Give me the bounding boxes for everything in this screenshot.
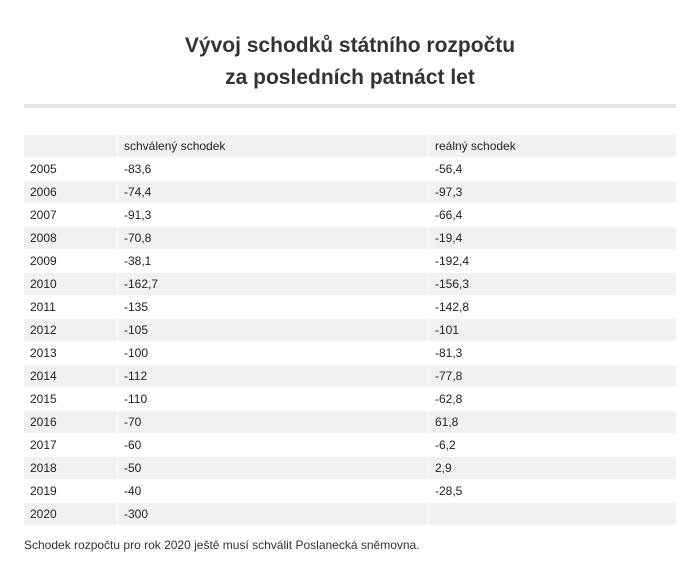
cell-year: 2005 [24,158,117,181]
cell-year: 2009 [24,250,117,273]
cell-year: 2012 [24,319,117,342]
cell-year: 2013 [24,342,117,365]
cell-approved-deficit: -112 [117,365,428,388]
table-row [24,503,676,526]
table-row [24,342,676,365]
cell-year: 2020 [24,503,117,526]
table-row [24,227,676,250]
cell-approved-deficit: -110 [117,388,428,411]
footnote: Schodek rozpočtu pro rok 2020 ještě musí schválit Poslanecká sněmovna. [24,538,420,552]
cell-approved-deficit: -50 [117,457,428,480]
title-divider [24,104,676,108]
cell-approved-deficit: -135 [117,296,428,319]
cell-approved-deficit: -74,4 [117,181,428,204]
cell-approved-deficit: -70,8 [117,227,428,250]
cell-year: 2017 [24,434,117,457]
cell-real-deficit: -6,2 [428,434,676,457]
table-row [24,480,676,503]
table-row [24,181,676,204]
cell-real-deficit: -56,4 [428,158,676,181]
cell-real-deficit: -156,3 [428,273,676,296]
cell-approved-deficit: -162,7 [117,273,428,296]
cell-approved-deficit: -100 [117,342,428,365]
cell-approved-deficit: -40 [117,480,428,503]
cell-year: 2008 [24,227,117,250]
cell-real-deficit: 61,8 [428,411,676,434]
cell-real-deficit [428,503,676,526]
cell-year: 2007 [24,204,117,227]
cell-real-deficit: -62,8 [428,388,676,411]
table-row [24,457,676,480]
table-row [24,411,676,434]
cell-year: 2014 [24,365,117,388]
cell-real-deficit: -97,3 [428,181,676,204]
title-line-1: Vývoj schodků státního rozpočtu [184,34,516,57]
cell-year: 2016 [24,411,117,434]
cell-year: 2006 [24,181,117,204]
cell-real-deficit: -66,4 [428,204,676,227]
table-row [24,434,676,457]
cell-year: 2018 [24,457,117,480]
cell-year: 2015 [24,388,117,411]
cell-approved-deficit: -91,3 [117,204,428,227]
cell-approved-deficit: -300 [117,503,428,526]
cell-real-deficit: -28,5 [428,480,676,503]
table-row [24,365,676,388]
cell-approved-deficit: -83,6 [117,158,428,181]
cell-real-deficit: -142,8 [428,296,676,319]
cell-approved-deficit: -60 [117,434,428,457]
table-row [24,158,676,181]
table-row [24,273,676,296]
table-row [24,250,676,273]
table-body [24,158,676,526]
cell-real-deficit: 2,9 [428,457,676,480]
cell-real-deficit: -19,4 [428,227,676,250]
cell-approved-deficit: -70 [117,411,428,434]
cell-real-deficit: -77,8 [428,365,676,388]
cell-real-deficit: -101 [428,319,676,342]
cell-year: 2010 [24,273,117,296]
table-row [24,388,676,411]
cell-year: 2011 [24,296,117,319]
table-row [24,319,676,342]
cell-real-deficit: -192,4 [428,250,676,273]
table-row [24,204,676,227]
header-approved-deficit: schválený schodek [117,135,428,158]
header-real-deficit: reálný schodek [428,135,676,158]
header-year [24,135,117,158]
deficit-table [24,135,676,526]
cell-year: 2019 [24,480,117,503]
cell-real-deficit: -81,3 [428,342,676,365]
cell-approved-deficit: -38,1 [117,250,428,273]
table-row [24,296,676,319]
title-line-2: za posledních patnáct let [225,66,475,89]
cell-approved-deficit: -105 [117,319,428,342]
title-block [0,30,700,94]
table-header-row [24,135,676,158]
